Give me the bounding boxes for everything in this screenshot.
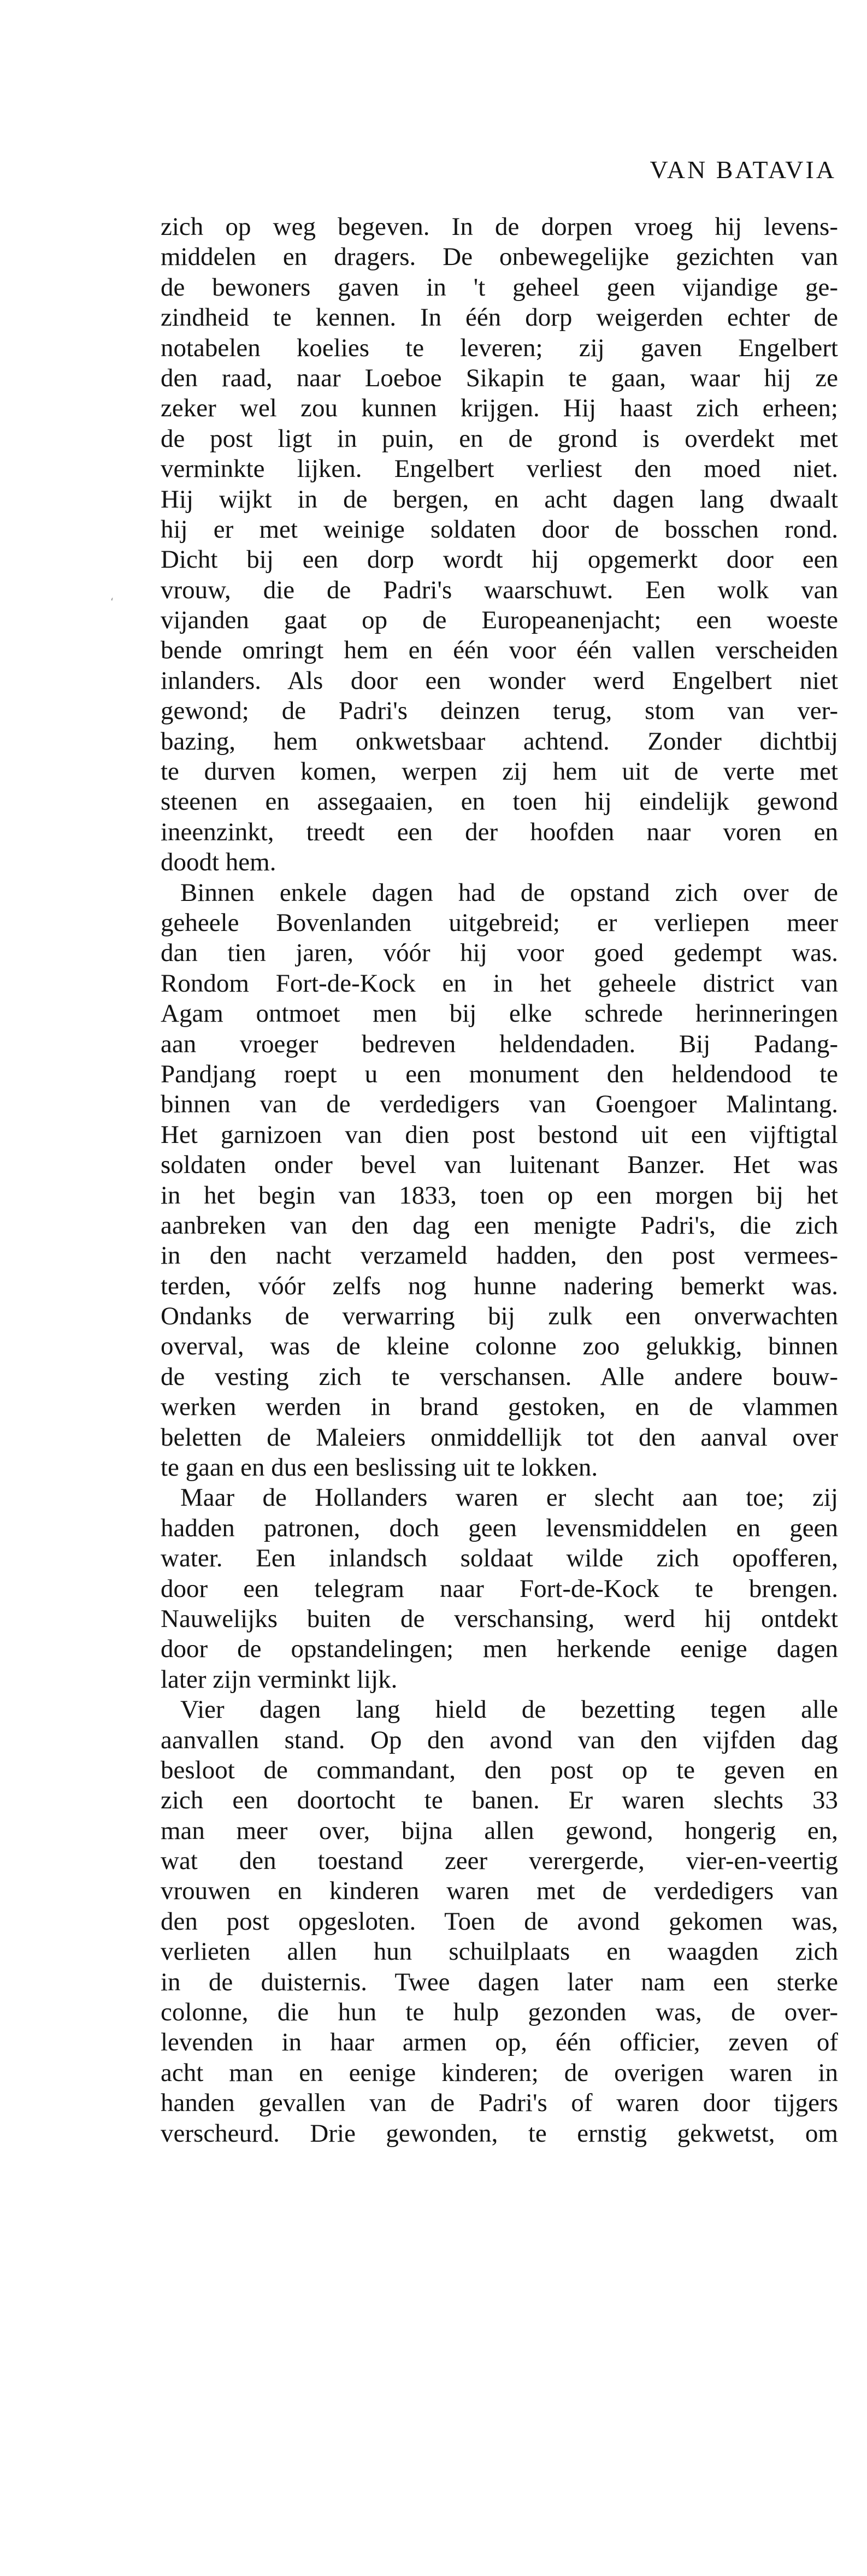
text-line: in de duisternis. Twee dagen later nam een sterke [161,1967,838,1996]
text-line: zeker wel zou kunnen krijgen. Hij haast zich erheen; [161,394,838,423]
text-line: in den nacht verzameld hadden, den post vermees- [161,1241,838,1270]
text-line: water. Een inlandsch soldaat wilde zich opofferen, [161,1544,838,1573]
text-line: Nauwelijks buiten de verschansing, werd hij ontdekt [161,1604,838,1633]
text-line: Rondom Fort-de-Kock en in het geheele district van [161,969,838,998]
text-line: dan tien jaren, vóór hij voor goed gedempt was. [161,939,838,968]
text-line: vijanden gaat op de Europeanenjacht; een woeste [161,606,838,635]
text-line: de vesting zich te verschansen. Alle andere bouw- [161,1362,838,1391]
text-line: Vier dagen lang hield de bezetting tegen alle [180,1695,838,1724]
text-line: geheele Bovenlanden uitgebreid; er verliepen meer [161,908,838,937]
text-line: Agam ontmoet men bij elke schrede herinneringen [161,999,838,1028]
text-line: aanvallen stand. Op den avond van den vijfden dag [161,1725,838,1754]
text-line: gewond; de Padri's deinzen terug, stom van ver- [161,697,838,726]
text-line: werken werden in brand gestoken, en de vlammen [161,1393,838,1422]
text-line: colonne, die hun te hulp gezonden was, de over- [161,1998,838,2027]
text-line: te durven komen, werpen zij hem uit de verte met [161,757,838,786]
text-line: inlanders. Als door een wonder werd Engelbert niet [161,666,838,695]
text-line: middelen en dragers. De onbewegelijke gezichten van [161,243,838,272]
text-line: beletten de Maleiers onmiddellijk tot den aanval over [161,1423,838,1452]
text-line: Het garnizoen van dien post bestond uit een vijftigtal [161,1120,838,1149]
body-text [161,212,838,2149]
text-line: levenden in haar armen op, één officier, zeven of [161,2028,838,2057]
text-line: steenen en assegaaien, en toen hij eindelijk gewond [161,787,838,816]
text-line: ineenzinkt, treedt een der hoofden naar voren en [161,817,838,846]
text-line: verscheurd. Drie gewonden, te ernstig gekwetst, om [161,2119,838,2148]
text-line: den raad, naar Loeboe Sikapin te gaan, waar hij ze [161,363,838,392]
text-line: Dicht bij een dorp wordt hij opgemerkt door een [161,545,838,574]
text-line: door de opstandelingen; men herkende eenige dagen [161,1635,838,1664]
running-head: VAN BATAVIA [650,156,836,184]
text-line: overval, was de kleine colonne zoo gelukkig, binnen [161,1332,838,1361]
text-line: vrouw, die de Padri's waarschuwt. Een wolk van [161,575,838,604]
text-line: later zijn verminkt lijk. [161,1665,398,1694]
text-line: bazing, hem onkwetsbaar achtend. Zonder dichtbij [161,727,838,756]
text-line: vrouwen en kinderen waren met de verdedigers van [161,1877,838,1906]
text-line: Hij wijkt in de bergen, en acht dagen lang dwaalt [161,485,838,514]
text-line: in het begin van 1833, toen op een morgen bij het [161,1181,838,1210]
text-line: hadden patronen, doch geen levensmiddelen en geen [161,1513,838,1542]
text-line: acht man en eenige kinderen; de overigen waren in [161,2058,838,2087]
text-line: de post ligt in puin, en de grond is overdekt met [161,424,838,453]
text-line: notabelen koelies te leveren; zij gaven Engelbert [161,333,838,362]
text-line: hij er met weinige soldaten door de bosschen rond. [161,515,838,544]
text-line: Ondanks de verwarring bij zulk een onverwachten [161,1302,838,1331]
text-line: zindheid te kennen. In één dorp weigerden echter de [161,303,838,332]
text-line: bende omringt hem en één voor één vallen verscheiden [161,636,838,665]
text-line: Maar de Hollanders waren er slecht aan toe; zij [180,1483,838,1512]
text-line: verlieten allen hun schuilplaats en waagden zich [161,1937,838,1966]
text-line: soldaten onder bevel van luitenant Banzer. Het was [161,1151,838,1180]
text-line: handen gevallen van de Padri's of waren door tijgers [161,2089,838,2118]
text-line: verminkte lijken. Engelbert verliest den moed niet. [161,455,838,484]
text-line: wat den toestand zeer verergerde, vier-en-veertig [161,1847,838,1876]
text-line: zich op weg begeven. In de dorpen vroeg hij levens- [161,213,838,241]
text-line: aan vroeger bedreven heldendaden. Bij Padang- [161,1029,838,1058]
text-line: den post opgesloten. Toen de avond gekomen was, [161,1907,838,1936]
text-line: man meer over, bijna allen gewond, hongerig en, [161,1816,838,1845]
text-line: doodt hem. [161,848,276,877]
margin-mark: ʻ [110,596,114,609]
text-line: door een telegram naar Fort-de-Kock te brengen. [161,1574,838,1603]
text-line: de bewoners gaven in 't geheel geen vijandige ge- [161,273,838,302]
text-line: Binnen enkele dagen had de opstand zich over de [180,878,838,907]
text-line: zich een doortocht te banen. Er waren slechts 33 [161,1786,838,1815]
text-line: te gaan en dus een beslissing uit te lokken. [161,1453,598,1482]
text-line: besloot de commandant, den post op te geven en [161,1755,838,1784]
text-line: terden, vóór zelfs nog hunne nadering bemerkt was. [161,1271,838,1300]
text-line: Pandjang roept u een monument den heldendood te [161,1059,838,1088]
text-line: aanbreken van den dag een menigte Padri's, die zich [161,1211,838,1240]
text-line: binnen van de verdedigers van Goengoer Malintang. [161,1090,838,1119]
